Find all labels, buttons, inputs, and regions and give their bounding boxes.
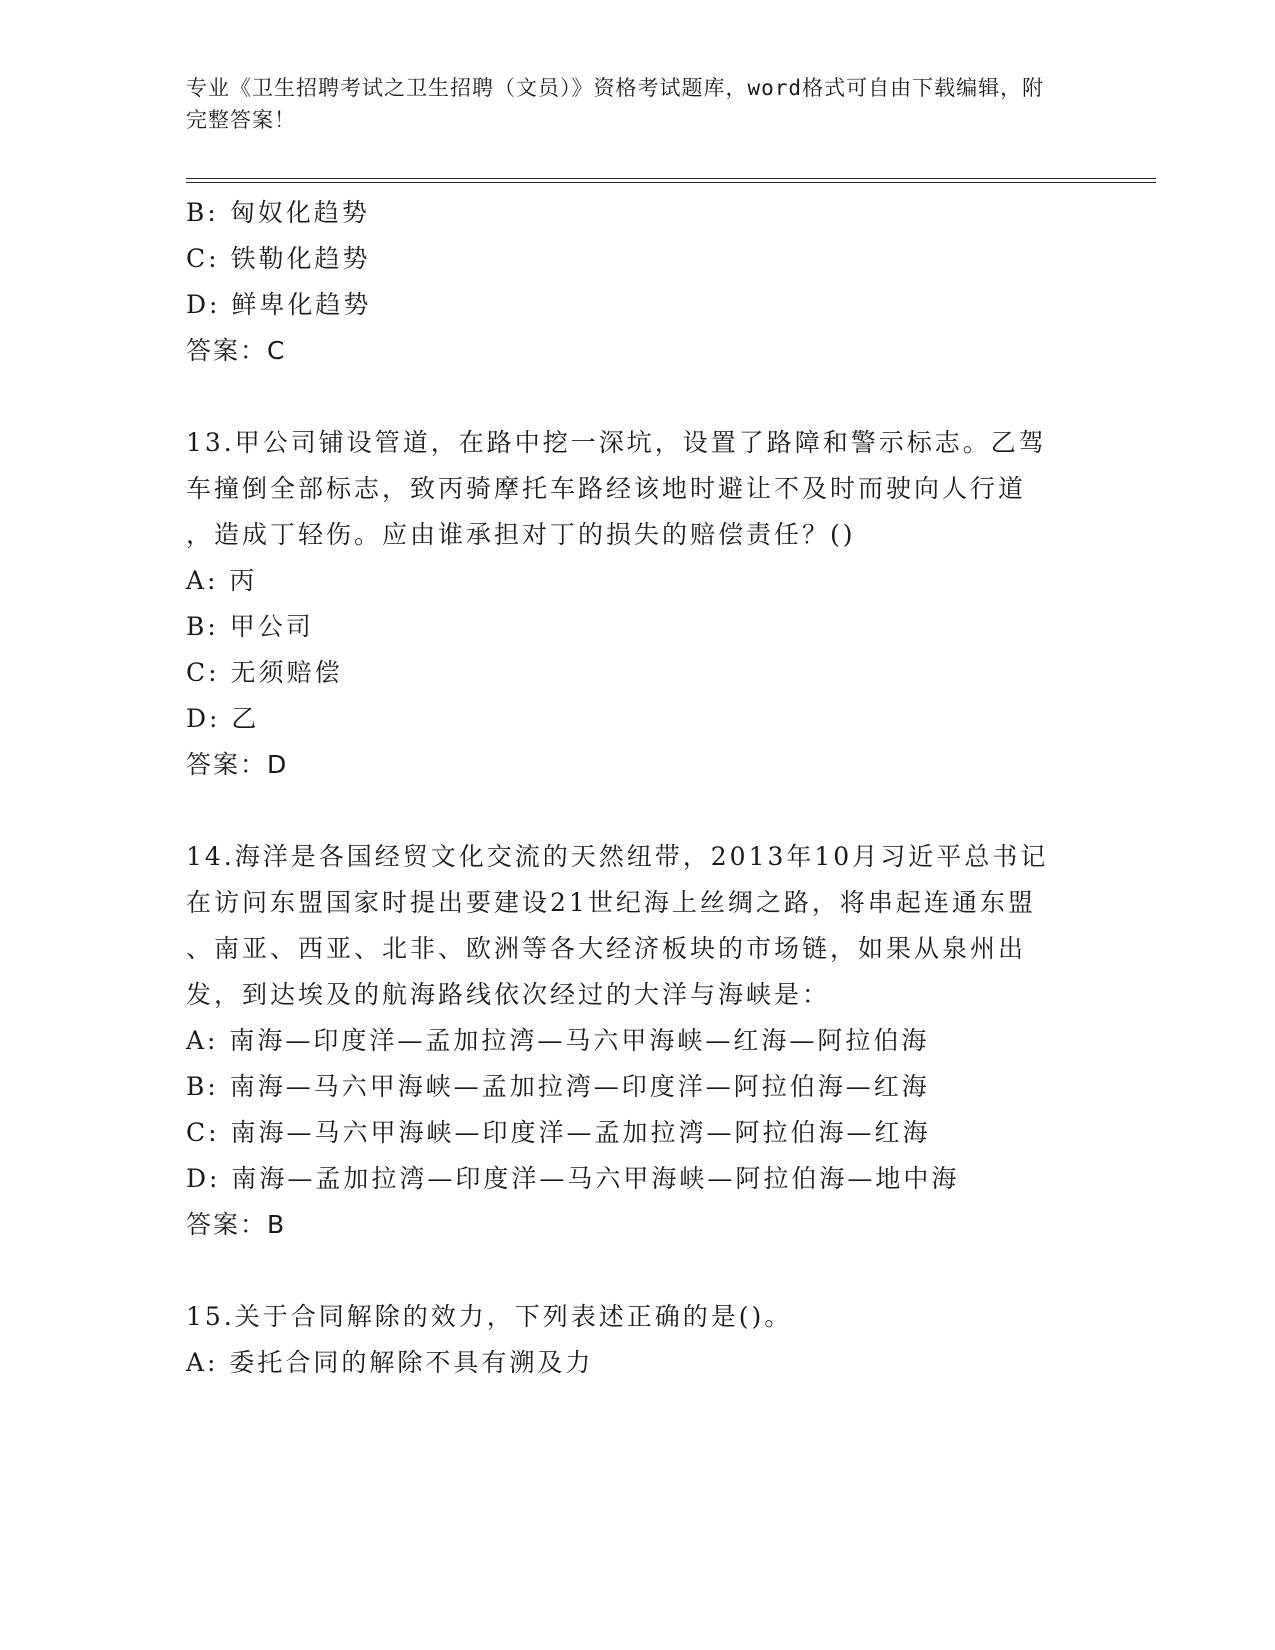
option-b: B: 甲公司 [186,612,314,641]
question-stem-line: 发，到达埃及的航海路线依次经过的大洋与海峡是： [186,980,831,1009]
option-d: D: 南海—孟加拉湾—印度洋—马六甲海峡—阿拉伯海—地中海 [186,1164,960,1193]
question-stem-line: 15.关于合同解除的效力，下列表述正确的是()。 [186,1302,793,1331]
question-stem-line: 、南亚、西亚、北非、欧洲等各大经济板块的市场链，如果从泉州出 [186,934,1027,963]
question-15 [186,1294,1086,1386]
question-stem-line: ，造成丁轻伤。应由谁承担对丁的损失的赔偿责任？() [186,520,856,549]
option-a: A: 丙 [186,566,258,595]
option-a: A: 委托合同的解除不具有溯及力 [186,1348,594,1377]
option-a: A: 南海—印度洋—孟加拉湾—马六甲海峡—红海—阿拉伯海 [186,1026,930,1055]
answer-line: 答案：C [186,336,287,365]
question-stem-line: 13.甲公司铺设管道，在路中挖一深坑，设置了路障和警示标志。乙驾 [186,428,1047,457]
page-header [186,72,1156,136]
answer-line: 答案：D [186,750,289,779]
option-c: C: 铁勒化趋势 [186,244,371,273]
prev-question-block [186,190,1086,374]
option-b: B: 匈奴化趋势 [186,198,370,227]
option-c: C: 南海—马六甲海峡—印度洋—孟加拉湾—阿拉伯海—红海 [186,1118,931,1147]
option-d: D: 鲜卑化趋势 [186,290,372,319]
question-list [186,190,1086,1386]
header-divider-top [186,178,1156,179]
option-c: C: 无须赔偿 [186,658,343,687]
question-stem-line: 在访问东盟国家时提出要建设21世纪海上丝绸之路，将串起连通东盟 [186,888,1036,917]
header-title: 专业《卫生招聘考试之卫生招聘（文员）》资格考试题库，word格式可自由下载编辑，附完整答案！ [186,76,1045,132]
option-b: B: 南海—马六甲海峡—孟加拉湾—印度洋—阿拉伯海—红海 [186,1072,930,1101]
answer-line: 答案：B [186,1210,287,1239]
option-d: D: 乙 [186,704,260,733]
header-divider-bottom [186,182,1156,183]
question-13 [186,420,1086,788]
question-stem-line: 14.海洋是各国经贸文化交流的天然纽带，2013年10月习近平总书记 [186,842,1049,871]
question-14 [186,834,1086,1248]
question-stem-line: 车撞倒全部标志，致丙骑摩托车路经该地时避让不及时而驶向人行道 [186,474,1027,503]
